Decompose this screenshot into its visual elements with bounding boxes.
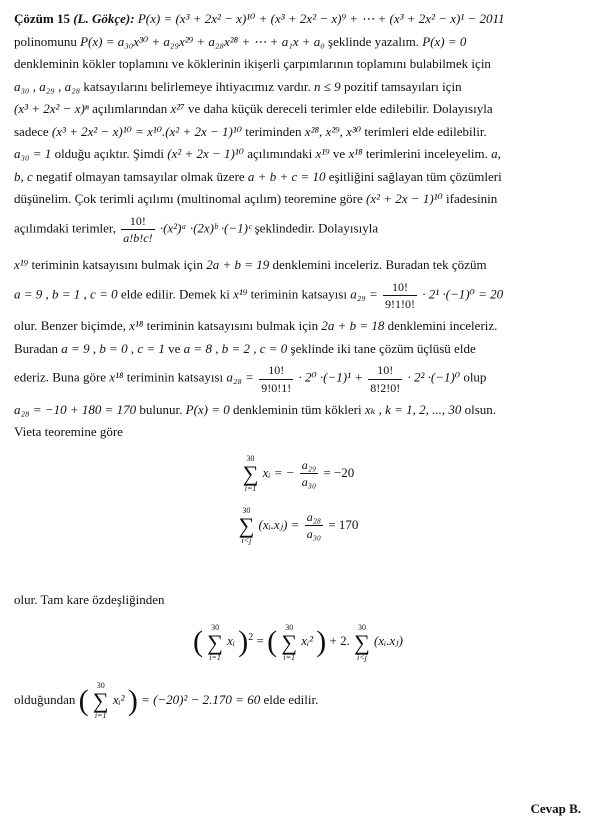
result: = 170 (328, 516, 359, 532)
solution-body (14, 10, 582, 726)
coefficient: a₂₈ = (226, 369, 254, 385)
term: x¹⁸ (129, 318, 144, 334)
text: ve daha küçük dereceli terimler elde edilebilir. Dolayısıyla (187, 101, 493, 117)
expression: (x² + 2x − 1)¹⁰ (167, 146, 244, 162)
denominator: 9!1!0! (385, 297, 416, 312)
text: teriminin katsayısını bulmak için (31, 257, 203, 273)
term: x²⁷ (170, 101, 185, 117)
text: sadece (14, 123, 49, 139)
expression: (xᵢ.xⱼ) = (258, 516, 300, 532)
denominator: 8!2!0! (370, 380, 401, 395)
text: ve (168, 340, 181, 356)
text: açılımdaki terimler, (14, 220, 116, 236)
line-16 (14, 401, 582, 419)
vieta-product-equation (14, 507, 582, 545)
solution-triple: a = 9 , b = 1 , c = 0 (14, 286, 118, 302)
line-18: olur. Tam kare özdeşliğinden (14, 591, 165, 607)
polynomial-definition: P(x) = (x³ + 2x² − x)¹⁰ + (x³ + 2x² − x)⁹ + ⋯ + (x³ + 2x² − x)¹ − 2011 (137, 11, 505, 26)
line-15 (14, 362, 582, 395)
upper-limit: 30 (357, 622, 366, 632)
line-8 (14, 168, 582, 186)
expression: · 2¹ ·(−1)⁰ = 20 (422, 286, 504, 302)
variables: b, c (14, 168, 33, 184)
lower-limit: i=1 (209, 652, 221, 662)
upper-limit: 30 (285, 622, 294, 632)
line-12 (14, 279, 582, 312)
numerator: 10! (383, 279, 417, 296)
text: olur. Benzer biçimde, (14, 318, 126, 334)
text: olduğu açıktır. Şimdi (54, 146, 164, 162)
variable: a, (491, 146, 501, 162)
equation: 2a + b = 18 (321, 318, 385, 334)
text: eşitliğini sağlayan tüm çözümleri (328, 168, 502, 184)
text: düşünelim. Çok terimli açılımı (multinomal açılım) teoremine göre (14, 191, 363, 207)
coefficient: a₂₉ = (350, 286, 378, 302)
sum-symbol: 30 ∑ i=1 (207, 622, 223, 662)
expression: xᵢ = − (262, 464, 295, 480)
answer-label: Cevap B. (530, 801, 581, 816)
text: ederiz. Buna göre (14, 369, 107, 385)
equation: a + b + c = 10 (247, 168, 326, 184)
plus: + 2. (329, 633, 350, 649)
result-equation: = (−20)² − 2.170 = 60 (141, 692, 261, 708)
line-11 (14, 256, 582, 274)
solution-author: (L. Gökçe): (73, 11, 135, 26)
expression: xᵢ² (112, 692, 125, 708)
denominator: a₃₀ (306, 527, 322, 542)
denominator: a!b!c! (123, 231, 153, 246)
text: olduğundan (14, 692, 76, 708)
term: x¹⁹ (233, 286, 248, 302)
line-4 (14, 78, 582, 96)
line-9 (14, 190, 582, 208)
text: teriminin katsayısını bulmak için (146, 318, 319, 334)
fraction (259, 362, 293, 395)
line-5 (14, 100, 582, 118)
expression: xᵢ² (301, 633, 314, 649)
text: teriminin katsayısı (250, 286, 347, 302)
terms: x²⁸, x²⁹, x³⁰ (304, 123, 362, 139)
text: denkleminin tüm kökleri (233, 401, 362, 417)
text: elde edilir. (263, 692, 319, 708)
sum-symbol: 30 ∑ i<j (354, 622, 370, 662)
text: denklemini inceleriz. (387, 318, 498, 334)
term: x¹⁹ (315, 146, 330, 162)
line-7 (14, 145, 582, 163)
result: = −20 (323, 464, 355, 480)
text: negatif olmayan tamsayılar olmak üzere (36, 168, 245, 184)
expression: (xᵢ.xⱼ) (374, 633, 403, 649)
sum-symbol: 30 ∑ i=1 (242, 453, 259, 493)
equation: a₃₀ = 1 (14, 146, 52, 162)
equation: P(x) = 0 (422, 33, 467, 49)
upper-limit: 30 (246, 453, 255, 463)
coefficients: a₃₀ , a₂₉ , a₂₈ (14, 78, 81, 94)
text: şeklinde iki tane çözüm üçlüsü elde (290, 340, 476, 356)
polynomial-form: P(x) = a₃₀x³⁰ + a₂₉x²⁹ + a₂₈x²⁸ + ⋯ + a₁x + a₀ (80, 33, 325, 49)
term: x¹⁸ (109, 369, 124, 385)
fraction (305, 509, 323, 542)
line-1 (14, 10, 582, 28)
lower-limit: i<j (241, 535, 252, 545)
condition: n ≤ 9 (314, 78, 341, 94)
text: şeklinde yazalım. (328, 33, 419, 49)
line-2 (14, 33, 582, 51)
text: ve (332, 146, 346, 162)
sum-symbol: 30 ∑ i=1 (92, 681, 109, 721)
line-14 (14, 340, 582, 358)
multinomial-fraction (121, 213, 154, 246)
fraction (300, 457, 318, 490)
text: şeklindedir. Dolayısıyla (254, 220, 379, 236)
numerator: 10! (368, 362, 402, 379)
expression: (x² + 2x − 1)¹⁰ (366, 191, 443, 207)
lower-limit: i<j (357, 652, 367, 662)
expression: · 2² ·(−1)⁰ (407, 369, 461, 385)
numerator: 10! (259, 362, 293, 379)
solution-heading: Çözüm 15 (14, 11, 70, 26)
vieta-sum-equation (14, 455, 582, 493)
numerator: a₂₈ (305, 509, 323, 526)
line-10 (14, 213, 582, 246)
upper-limit: 30 (211, 622, 220, 632)
text: açılımlarından (92, 101, 168, 117)
text: katsayılarını belirlemeye ihtiyacımız vardır. (83, 78, 311, 94)
text: terimleri elde edilebilir. (364, 123, 487, 139)
square-identity-equation: ( 30 ∑ i=1 xᵢ )$^2$ = ( 30 ∑ i=1 xᵢ² ) + 2. 30 ∑ i<j (xᵢ.xⱼ) (192, 622, 403, 662)
text: ifadesinin (446, 191, 498, 207)
fraction (368, 362, 402, 395)
line-3: denkleminin kökler toplamını ve köklerinin ikişerli çarpımlarının toplamını bulabilmek için (14, 56, 491, 72)
numerator: 10! (121, 213, 154, 230)
text: pozitif tamsayıları için (343, 78, 462, 94)
upper-limit: 30 (96, 681, 105, 691)
sum-symbol: 30 ∑ i=1 (281, 622, 298, 662)
solution-triple: a = 8 , b = 2 , c = 0 (183, 340, 288, 356)
equation: 2a + b = 19 (206, 257, 270, 273)
lower-limit: i=1 (244, 483, 257, 493)
expression: xᵢ (227, 633, 235, 649)
text: olup (463, 369, 487, 385)
line-17: Vieta teoremine göre (14, 424, 123, 440)
text: teriminden (245, 123, 302, 139)
term: x¹⁹ (14, 257, 29, 273)
text: açılımındaki (247, 146, 313, 162)
denominator: 9!0!1! (261, 380, 292, 395)
line-19: olduğundan ( 30 ∑ i=1 xᵢ² ) = (−20)² − 2.170 = 60 elde edilir. (14, 681, 319, 721)
expression: · 2⁰ ·(−1)¹ + (298, 369, 364, 385)
lower-limit: i=1 (283, 652, 295, 662)
term: x¹⁸ (348, 146, 363, 162)
solution-triple: a = 9 , b = 0 , c = 1 (61, 340, 165, 356)
text: teriminin katsayısı (126, 369, 224, 385)
numerator: a₂₉ (300, 457, 318, 474)
text: denklemini inceleriz. Buradan tek çözüm (272, 257, 487, 273)
expression: ·(x²)ᵃ ·(2x)ᵇ ·(−1)ᶜ (159, 220, 252, 236)
fraction (383, 279, 417, 312)
exponent: 2 (248, 632, 254, 644)
text: terimlerini inceleyelim. (365, 146, 488, 162)
expression: (x³ + 2x² − x)ⁿ (14, 101, 89, 117)
line-13 (14, 317, 582, 335)
equation: P(x) = 0 (185, 401, 230, 417)
denominator: a₃₀ (301, 475, 317, 490)
text: bulunur. (139, 401, 183, 417)
text: elde edilir. Demek ki (120, 286, 230, 302)
text: Buradan (14, 340, 59, 356)
text: polinomunu (14, 33, 77, 49)
expression: (x³ + 2x² − x)¹⁰ = x¹⁰.(x² + 2x − 1)¹⁰ (51, 123, 242, 139)
equation: a₂₈ = −10 + 180 = 170 (14, 401, 137, 417)
lower-limit: i=1 (94, 711, 107, 721)
sum-symbol: 30 ∑ i<j (238, 505, 255, 545)
equals: = (256, 633, 264, 649)
line-6 (14, 123, 582, 141)
roots: xₖ , k = 1, 2, ..., 30 (364, 401, 462, 417)
upper-limit: 30 (242, 505, 251, 515)
text: olsun. (464, 401, 497, 417)
